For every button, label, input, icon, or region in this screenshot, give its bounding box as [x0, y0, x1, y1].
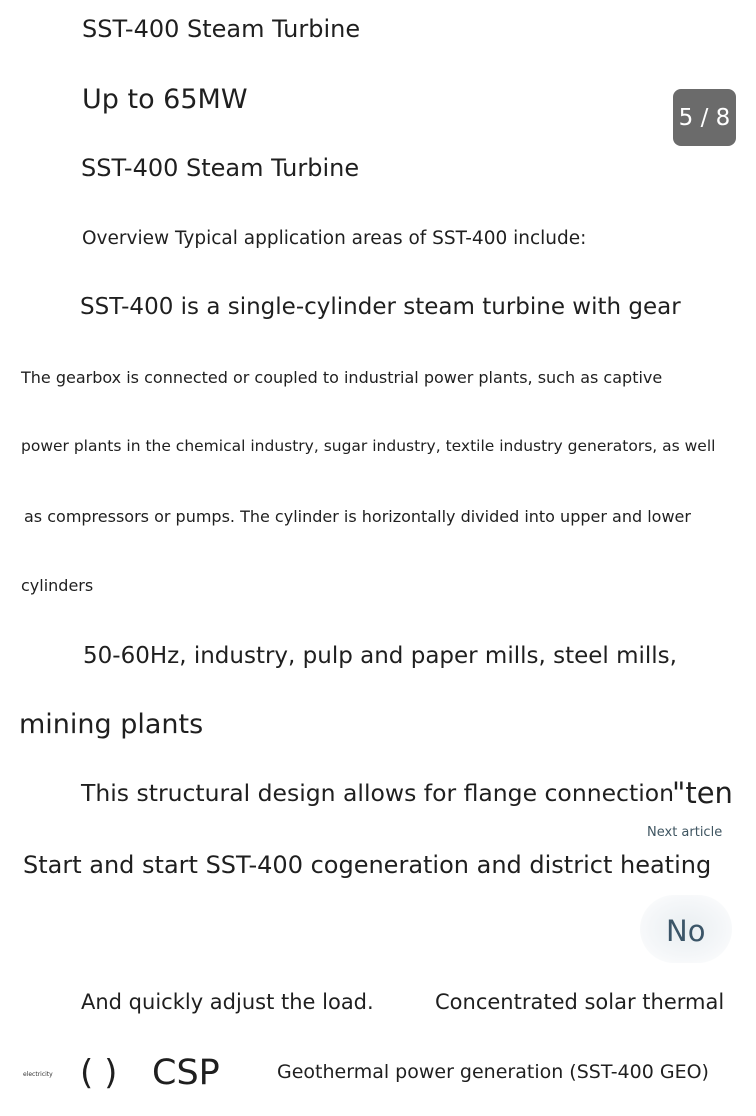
- ten-fragment: "ten: [672, 776, 733, 810]
- overview-line: Overview Typical application areas of SST-400 include:: [82, 228, 587, 249]
- paragraph-line-1: The gearbox is connected or coupled to industrial power plants, such as captive: [21, 368, 663, 387]
- start-line: Start and start SST-400 cogeneration and district heating: [23, 851, 712, 879]
- page-counter-label: 5 / 8: [678, 104, 731, 131]
- section-title: SST-400 Steam Turbine: [81, 154, 360, 182]
- parentheses: ( ): [80, 1053, 118, 1093]
- next-article-link[interactable]: Next article: [647, 825, 723, 840]
- no-button[interactable]: No: [666, 914, 706, 948]
- flange-line: This structural design allows for flange connection: [81, 779, 674, 807]
- paragraph-line-4: cylinders: [21, 576, 94, 595]
- csp-description: Concentrated solar thermal: [435, 990, 725, 1014]
- page-counter-badge[interactable]: [673, 89, 736, 146]
- paragraph-line-3: as compressors or pumps. The cylinder is horizontally divided into upper and lower: [24, 507, 691, 526]
- electricity-tiny-label: electricity: [23, 1071, 53, 1078]
- power-range-heading: Up to 65MW: [82, 84, 248, 115]
- paragraph-line-2: power plants in the chemical industry, sugar industry, textile industry generators, as well: [21, 437, 716, 455]
- gear-line: SST-400 is a single-cylinder steam turbine with gear: [80, 294, 681, 320]
- geothermal-line: Geothermal power generation (SST-400 GEO): [277, 1061, 709, 1083]
- page-title: SST-400 Steam Turbine: [82, 15, 361, 43]
- csp-label: CSP: [152, 1053, 220, 1093]
- adjust-load-line: And quickly adjust the load.: [81, 990, 374, 1014]
- frequency-line: 50-60Hz, industry, pulp and paper mills, steel mills,: [83, 643, 677, 669]
- mining-line: mining plants: [19, 709, 204, 740]
